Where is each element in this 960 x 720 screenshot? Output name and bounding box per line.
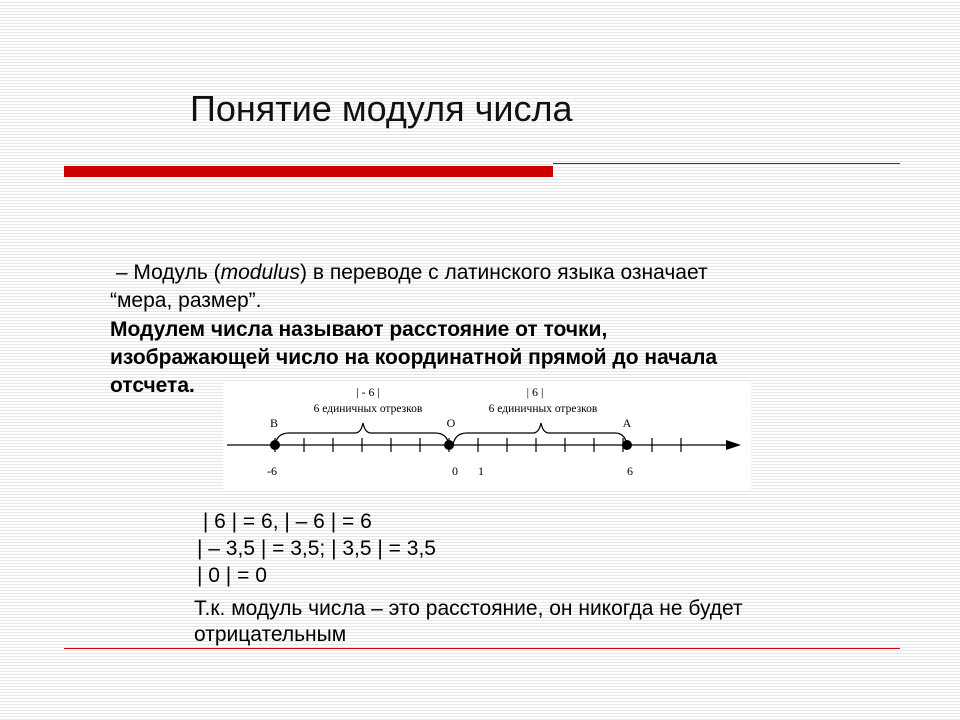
tick-label-6: 6	[627, 464, 633, 478]
number-line-svg	[223, 381, 751, 491]
definition-line-3: отсчета.	[110, 374, 195, 397]
note-line-1: Т.к. модуль числа – это расстояние, он никогда не будет	[194, 597, 743, 620]
tick-label-neg6: -6	[267, 464, 277, 478]
conclusion-note	[194, 596, 743, 648]
note-line-2: отрицательным	[194, 623, 347, 646]
point-a-label: А	[622, 416, 632, 430]
left-abs-label: | - 6 |	[356, 385, 380, 399]
intro-prefix: – Модуль (	[110, 261, 221, 284]
tick-label-0: 0	[452, 464, 458, 478]
definition-line-2: изображающей число на координатной прямой до начала	[110, 346, 718, 369]
intro-line-2: “мера, размер”.	[110, 289, 262, 312]
intro-line-1	[110, 259, 708, 287]
right-abs-label: | 6 |	[526, 385, 544, 399]
example-line-2: | – 3,5 | = 3,5; | 3,5 | = 3,5	[197, 537, 436, 560]
title-rule	[553, 163, 900, 164]
point-o-label: О	[446, 416, 456, 430]
point-o-dot	[444, 440, 454, 450]
slide-title: Понятие модуля числа	[190, 88, 573, 129]
footer-rule	[64, 648, 900, 649]
example-line-1: | 6 | = 6, | – 6 | = 6	[197, 510, 372, 533]
intro-text	[110, 259, 708, 315]
point-a-dot	[622, 440, 632, 450]
title-accent-bar	[64, 166, 553, 177]
examples-block	[197, 508, 436, 589]
right-units-caption: 6 единичных отрезков	[488, 403, 598, 415]
intro-suffix: ) в переводе с латинского языка означает	[300, 261, 708, 284]
point-b-dot	[270, 440, 280, 450]
left-units-caption: 6 единичных отрезков	[313, 403, 423, 415]
axis-arrow	[726, 440, 741, 450]
tick-label-1: 1	[478, 464, 484, 478]
definition-line-1: Модулем числа называют расстояние от точки,	[110, 318, 608, 341]
number-line-figure	[223, 381, 751, 491]
intro-latin-word: modulus	[220, 261, 300, 284]
example-line-3: | 0 | = 0	[197, 564, 267, 587]
point-b-label: В	[269, 416, 279, 430]
right-brace	[453, 423, 627, 445]
